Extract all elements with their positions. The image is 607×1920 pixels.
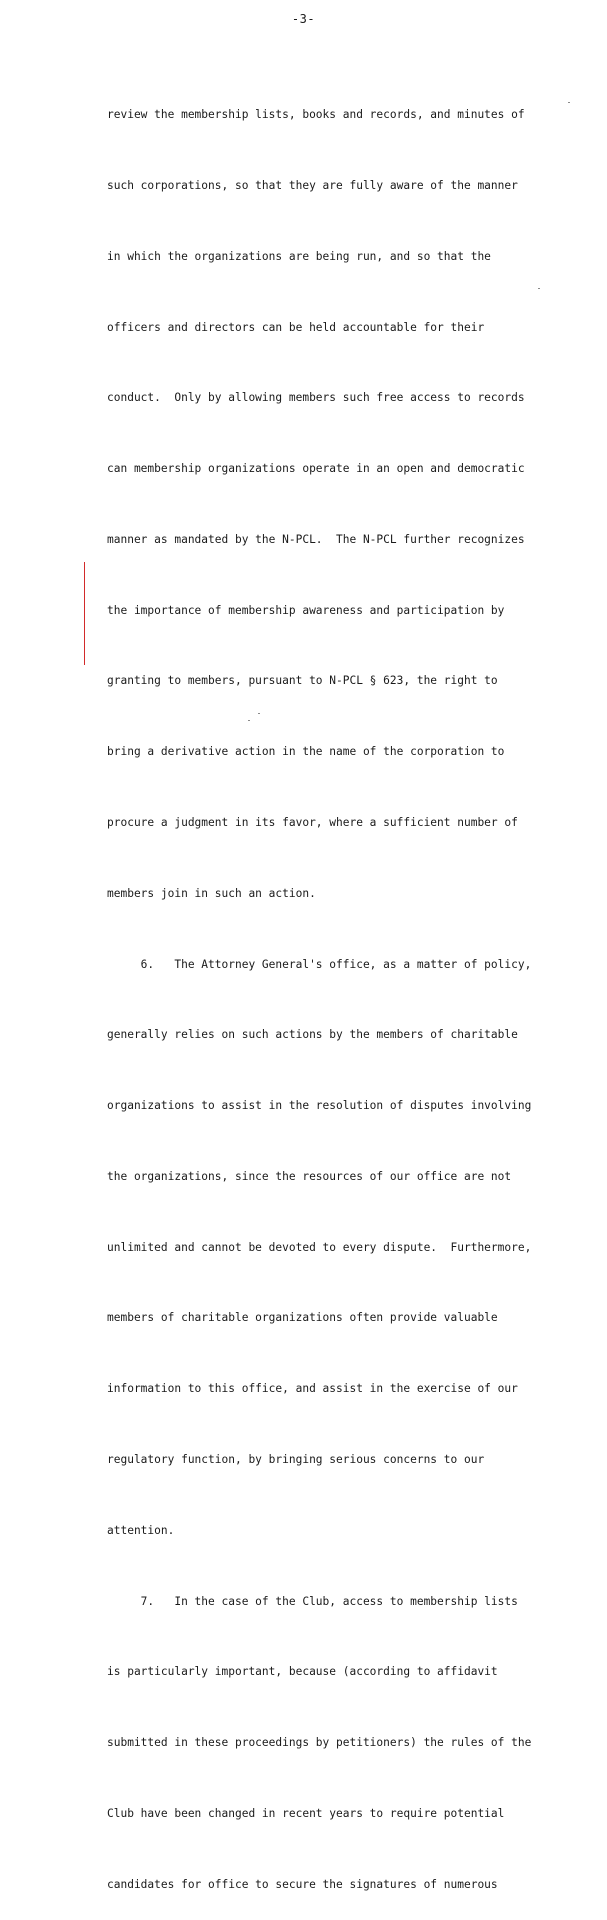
scan-speck: [568, 102, 570, 103]
text-line: submitted in these proceedings by petitioners) the rules of the: [107, 1736, 532, 1750]
text-line: such corporations, so that they are fully aware of the manner: [107, 178, 518, 192]
text-line: officers and directors can be held accountable for their: [107, 320, 485, 334]
text-line: the organizations, since the resources of our office are not: [107, 1169, 512, 1183]
red-margin-line: [84, 562, 85, 665]
text-line: information to this office, and assist in the exercise of our: [107, 1382, 518, 1396]
scan-speck: [538, 288, 540, 289]
scan-speck: [248, 720, 250, 721]
text-line: manner as mandated by the N-PCL. The N-PCL further recognizes: [107, 532, 525, 546]
text-line: bring a derivative action in the name of the corporation to: [107, 745, 505, 759]
text-line: granting to members, pursuant to N-PCL § 623, the right to: [107, 674, 498, 688]
text-line: in which the organizations are being run, and so that the: [107, 249, 491, 263]
text-line: Club have been changed in recent years to require potential: [107, 1806, 505, 1820]
paragraph-6-start: 6. The Attorney General's office, as a matter of policy,: [107, 957, 532, 971]
scan-speck: [258, 713, 260, 714]
text-line: unlimited and cannot be devoted to every dispute. Furthermore,: [107, 1240, 532, 1254]
document-body: [107, 56, 557, 1920]
text-line: procure a judgment in its favor, where a sufficient number of: [107, 816, 518, 829]
text-line: review the membership lists, books and records, and minutes of: [107, 108, 525, 122]
text-line: candidates for office to secure the signatures of numerous: [107, 1877, 498, 1891]
text-line: the importance of membership awareness and participation by: [107, 603, 505, 617]
text-line: generally relies on such actions by the members of charitable: [107, 1028, 518, 1042]
text-line: attention.: [107, 1523, 175, 1537]
text-line: organizations to assist in the resolution of disputes involving: [107, 1099, 532, 1113]
text-line: members join in such an action.: [107, 886, 316, 900]
paragraph-7-start: 7. In the case of the Club, access to membership lists: [107, 1594, 518, 1608]
text-line: regulatory function, by bringing serious concerns to our: [107, 1453, 485, 1467]
text-line: can membership organizations operate in an open and democratic: [107, 462, 525, 476]
text-line: is particularly important, because (according to affidavit: [107, 1665, 498, 1679]
text-line: conduct. Only by allowing members such free access to records: [107, 391, 525, 405]
text-line: members of charitable organizations often provide valuable: [107, 1311, 498, 1325]
page-number: -3-: [291, 12, 316, 26]
